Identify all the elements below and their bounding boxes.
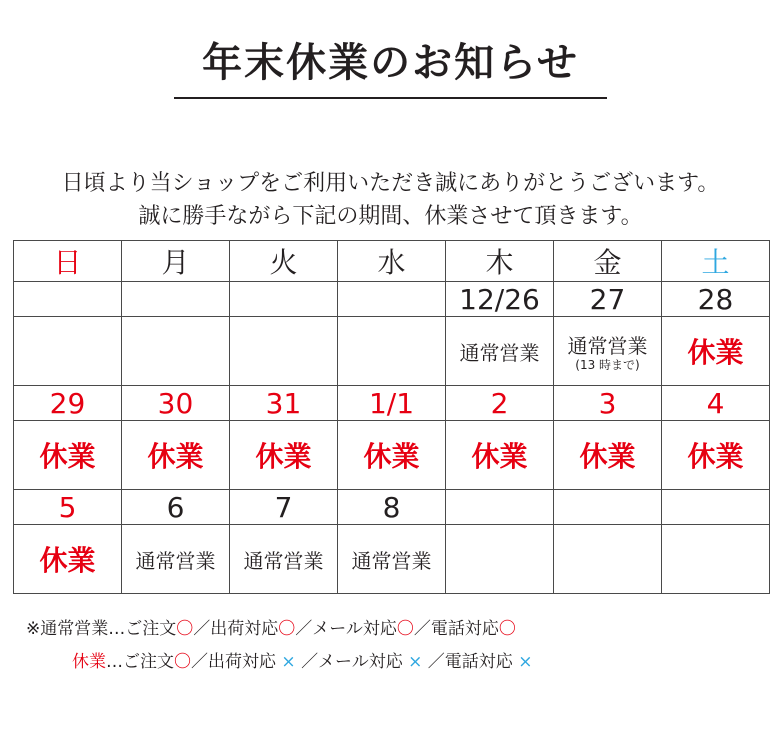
page-title: 年末休業のお知らせ <box>202 40 579 86</box>
legend-prefix: ※ <box>26 619 41 639</box>
week-1-statuses <box>14 317 770 386</box>
status-cell <box>662 317 770 386</box>
status-cell <box>446 525 554 594</box>
date-cell <box>122 282 230 317</box>
status-text: 休業 <box>39 440 96 473</box>
status-text: 休業 <box>579 440 636 473</box>
status-text: 休業 <box>363 440 420 473</box>
status-text: 通常営業 <box>351 548 432 573</box>
legend-closed <box>72 650 532 674</box>
status-text: 休業 <box>471 440 528 473</box>
date-cell: 1/1 <box>338 386 446 421</box>
legend-closed-label: 休業 <box>72 652 106 672</box>
date-cell: 28 <box>662 282 770 317</box>
legend-mail-text: ／メール対応 <box>301 652 403 672</box>
date-cell: 4 <box>662 386 770 421</box>
status-text: 通常営業 <box>567 334 648 358</box>
status-cell <box>554 317 662 386</box>
legend-phone-text: ／電話対応 <box>413 619 499 639</box>
status-cell <box>14 317 122 386</box>
holiday-calendar <box>13 240 770 594</box>
cross-mark-icon: × <box>281 652 296 672</box>
circle-mark-icon: 〇 <box>278 619 296 639</box>
date-cell: 12/26 <box>446 282 554 317</box>
week-1-dates <box>14 282 770 317</box>
intro-line-1: 日頃より当ショップをご利用いただき誠にありがとうございます。 <box>61 171 720 196</box>
legend-order-text: …ご注文 <box>108 619 177 639</box>
circle-mark-icon: 〇 <box>174 652 191 672</box>
circle-mark-icon: 〇 <box>498 619 516 639</box>
date-cell <box>446 490 554 525</box>
status-text: 通常営業 <box>135 548 216 573</box>
date-cell <box>554 490 662 525</box>
status-cell <box>554 525 662 594</box>
date-cell: 27 <box>554 282 662 317</box>
status-cell <box>446 421 554 490</box>
status-text: 通常営業 <box>243 548 324 573</box>
circle-mark-icon: 〇 <box>176 619 194 639</box>
legend-phone-text: ／電話対応 <box>427 652 513 672</box>
week-3-statuses <box>14 525 770 594</box>
legend-order-text: …ご注文 <box>106 652 174 672</box>
weekday-sun: 日 <box>14 241 122 282</box>
legend-open-hours <box>26 617 516 641</box>
status-cell <box>230 317 338 386</box>
cross-mark-icon: × <box>518 652 533 672</box>
weekday-mon: 月 <box>122 241 230 282</box>
status-text: 休業 <box>255 440 312 473</box>
week-2-dates <box>14 386 770 421</box>
date-cell: 5 <box>14 490 122 525</box>
date-cell: 7 <box>230 490 338 525</box>
status-cell <box>662 525 770 594</box>
title-underline <box>174 97 607 99</box>
date-cell: 31 <box>230 386 338 421</box>
week-2-statuses <box>14 421 770 490</box>
status-text: 休業 <box>39 544 96 577</box>
status-cell <box>122 421 230 490</box>
status-cell <box>230 421 338 490</box>
status-cell <box>662 421 770 490</box>
status-cell <box>14 421 122 490</box>
date-cell <box>338 282 446 317</box>
status-cell <box>122 317 230 386</box>
status-cell <box>338 421 446 490</box>
date-cell <box>14 282 122 317</box>
circle-mark-icon: 〇 <box>396 619 414 639</box>
status-text: 通常営業 <box>459 340 540 365</box>
legend-shipping-text: ／出荷対応 <box>193 619 279 639</box>
weekday-tue: 火 <box>230 241 338 282</box>
weekday-fri: 金 <box>554 241 662 282</box>
date-cell: 8 <box>338 490 446 525</box>
legend-open-label: 通常営業 <box>40 619 109 639</box>
status-cell <box>338 317 446 386</box>
status-cell <box>230 525 338 594</box>
status-text: 休業 <box>147 440 204 473</box>
date-cell <box>662 490 770 525</box>
date-cell: 3 <box>554 386 662 421</box>
date-cell: 2 <box>446 386 554 421</box>
intro-line-2: 誠に勝手ながら下記の期間、休業させて頂きます。 <box>138 204 643 229</box>
weekday-sat: 土 <box>662 241 770 282</box>
weekday-wed: 水 <box>338 241 446 282</box>
status-cell <box>446 317 554 386</box>
date-cell: 29 <box>14 386 122 421</box>
weekday-header-row <box>14 241 770 282</box>
status-text: 休業 <box>687 440 744 473</box>
date-cell <box>230 282 338 317</box>
status-text: 休業 <box>687 336 744 369</box>
status-cell <box>14 525 122 594</box>
date-cell: 6 <box>122 490 230 525</box>
legend-mail-text: ／メール対応 <box>295 619 397 639</box>
status-cell <box>554 421 662 490</box>
status-note: (13 時まで) <box>575 358 640 372</box>
week-3-dates <box>14 490 770 525</box>
cross-mark-icon: × <box>408 652 423 672</box>
weekday-thu: 木 <box>446 241 554 282</box>
status-cell <box>338 525 446 594</box>
legend-shipping-text: ／出荷対応 <box>191 652 276 672</box>
status-cell <box>122 525 230 594</box>
date-cell: 30 <box>122 386 230 421</box>
